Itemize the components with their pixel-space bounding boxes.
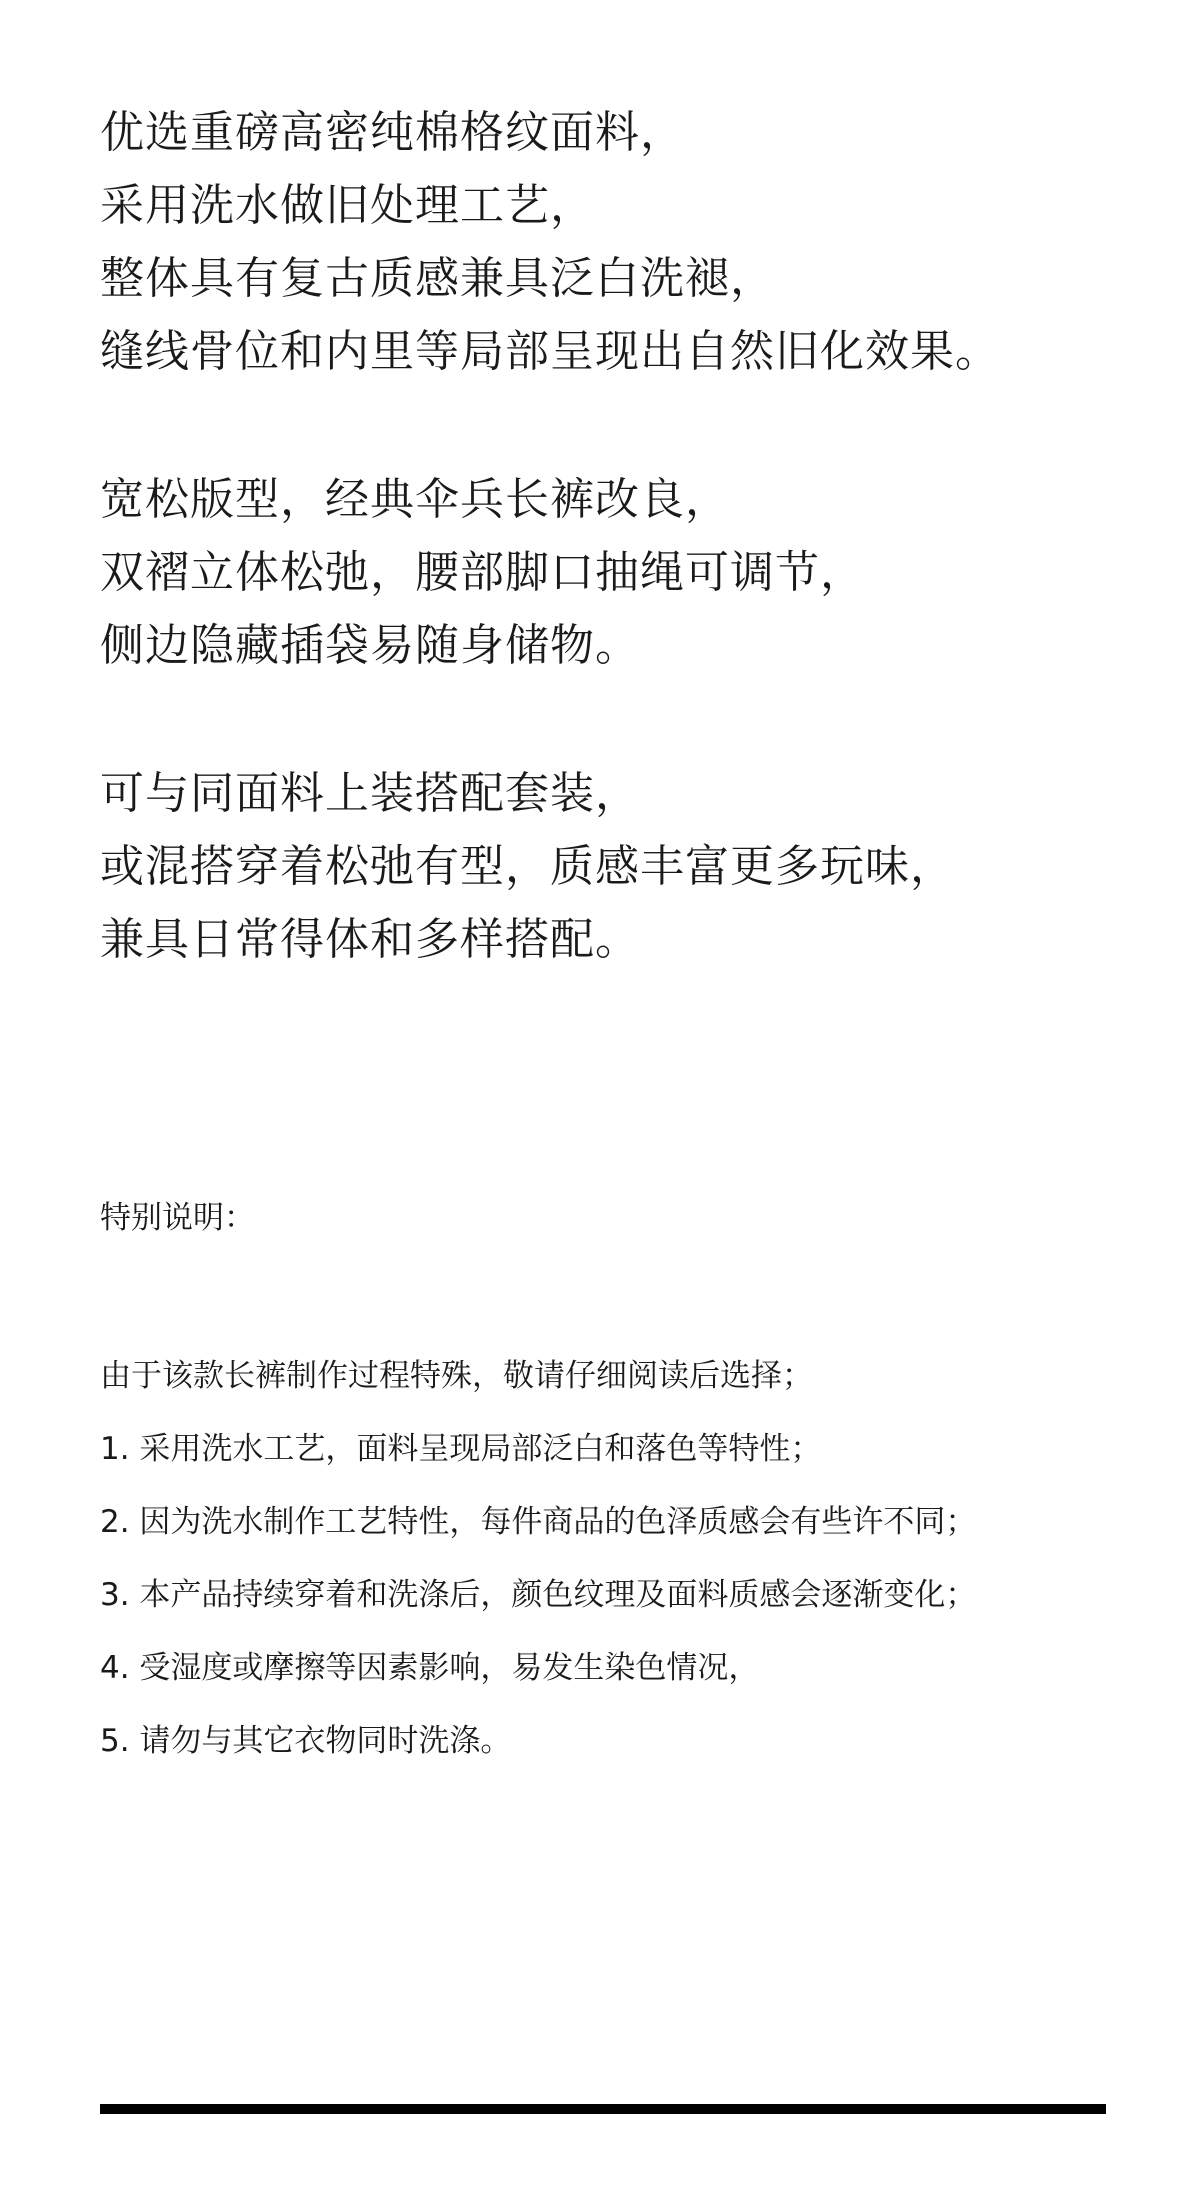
intro-line: 侧边隐藏插袋易随身储物。	[100, 620, 640, 671]
intro-paragraph-fit	[100, 463, 1120, 682]
special-notes	[100, 1188, 1140, 1778]
intro-line: 双褶立体松弛，腰部脚口抽绳可调节，	[100, 547, 865, 598]
intro-line: 宽松版型，经典伞兵长裤改良，	[100, 474, 730, 525]
notes-line: 1. 采用洗水工艺，面料呈现局部泛白和落色等特性；	[100, 1431, 822, 1467]
intro-line: 优选重磅高密纯棉格纹面料，	[100, 107, 685, 158]
intro-paragraph-styling	[100, 757, 1120, 976]
intro-line: 缝线骨位和内里等局部呈现出自然旧化效果。	[100, 326, 1000, 377]
product-intro	[100, 96, 1120, 1051]
notes-title: 特别说明：	[100, 1200, 255, 1236]
bottom-divider	[100, 2104, 1106, 2114]
intro-line: 采用洗水做旧处理工艺，	[100, 180, 595, 231]
notes-line: 3. 本产品持续穿着和洗涤后，颜色纹理及面料质感会逐渐变化；	[100, 1577, 977, 1613]
intro-line: 可与同面料上装搭配套装，	[100, 768, 640, 819]
notes-line: 4. 受湿度或摩擦等因素影响，易发生染色情况，	[100, 1650, 760, 1686]
intro-line: 兼具日常得体和多样搭配。	[100, 914, 640, 965]
notes-line: 由于该款长裤制作过程特殊，敬请仔细阅读后选择；	[100, 1358, 813, 1394]
notes-line: 2. 因为洗水制作工艺特性，每件商品的色泽质感会有些许不同；	[100, 1504, 977, 1540]
intro-line: 整体具有复古质感兼具泛白洗褪，	[100, 253, 775, 304]
notes-line: 5. 请勿与其它衣物同时洗涤。	[100, 1723, 512, 1759]
intro-paragraph-fabric	[100, 96, 1120, 388]
intro-line: 或混搭穿着松弛有型，质感丰富更多玩味，	[100, 841, 955, 892]
